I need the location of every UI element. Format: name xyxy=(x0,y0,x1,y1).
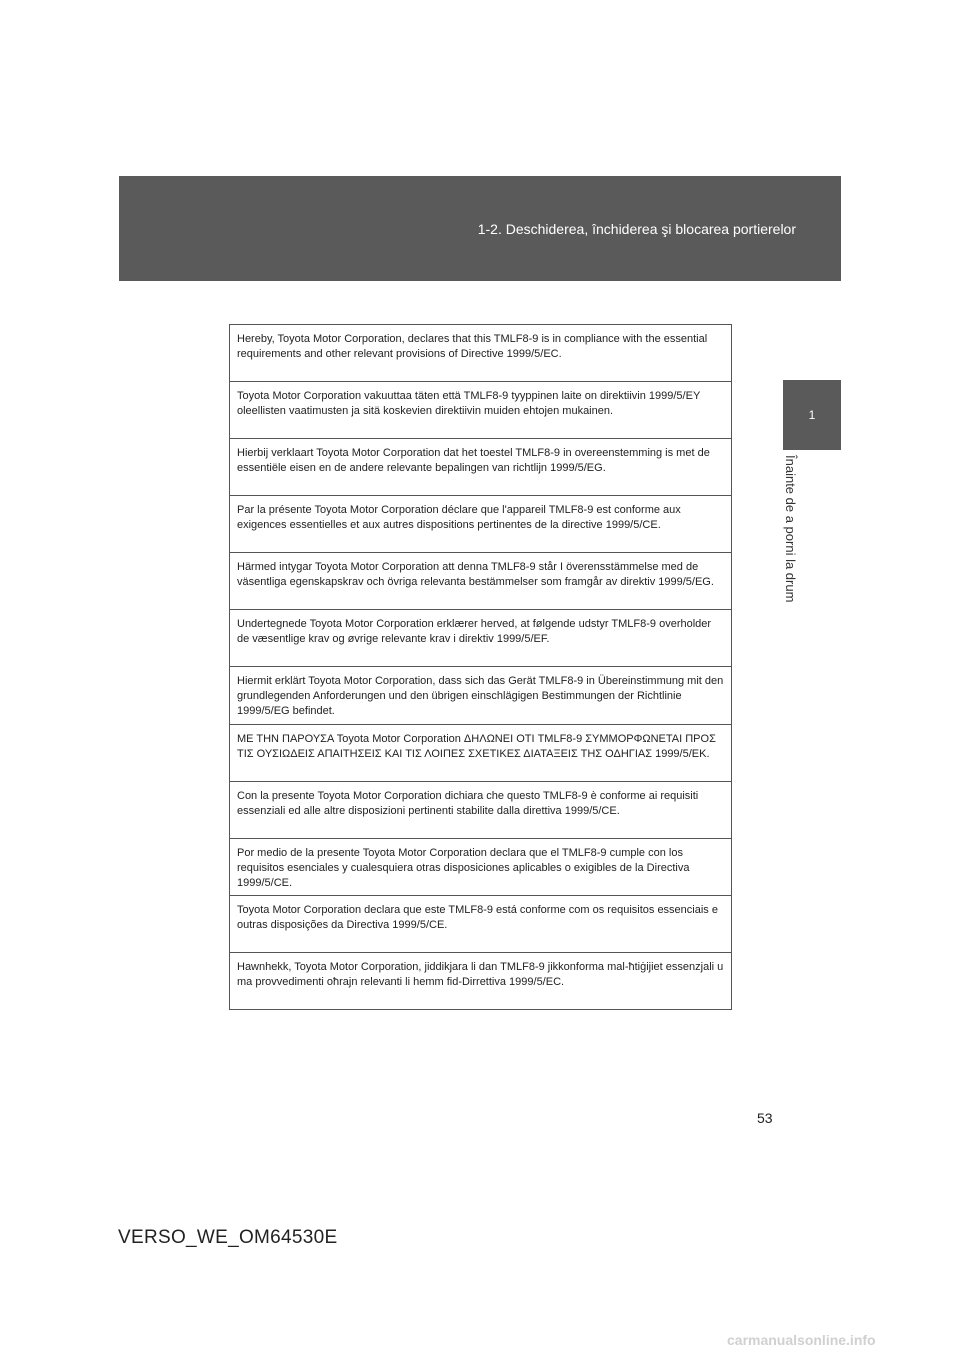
declaration-maltese: Hawnhekk, Toyota Motor Corporation, jiddikjara li dan TMLF8-9 jikkonforma mal-ħtiġijiet essenzjali u ma provvedimenti oħrajn relevanti li hemm fid-Dirrettiva 1999/5/EC. xyxy=(237,960,724,988)
declaration-spanish: Por medio de la presente Toyota Motor Corporation declara que el TMLF8-9 cumple con los requisitos esenciales y cualesquiera otras disposiciones aplicables o exigibles de la Directiva 1999/5/CE. xyxy=(230,839,731,896)
declaration-dutch: Hierbij verklaart Toyota Motor Corporation dat het toestel TMLF8-9 in overeenstemming is met de essentiële eisen en de andere relevante bepalingen van richtlijn 1999/5/EG. xyxy=(230,439,731,496)
declaration-portuguese: Toyota Motor Corporation declara que este TMLF8-9 está conforme com os requisitos essenciais e outras disposições da Directiva 1999/5/CE. xyxy=(230,896,731,953)
section-title: 1-2. Deschiderea, închiderea şi blocarea portierelor xyxy=(477,221,796,237)
declaration-english: Hereby, Toyota Motor Corporation, declares that this TMLF8-9 is in compliance with the essential requirements and other relevant provisions of Directive 1999/5/EC. xyxy=(230,325,731,382)
declaration-swedish: Härmed intygar Toyota Motor Corporation att denna TMLF8-9 står I överensstämmelse med de väsentliga egenskapskrav och övriga relevanta bestämmelser som framgår av direktiv 1999/5/EG. xyxy=(230,553,731,610)
declaration-french: Par la présente Toyota Motor Corporation déclare que l'appareil TMLF8-9 est conforme aux exigences essentielles et aux autres dispositions pertinentes de la directive 1999/5/CE. xyxy=(230,496,731,553)
document-code: VERSO_WE_OM64530E xyxy=(118,1227,338,1248)
watermark: carmanualsonline.info xyxy=(727,1332,876,1348)
declaration-german: Hiermit erklärt Toyota Motor Corporation, dass sich das Gerät TMLF8-9 in Übereinstimmung mit den grundlegenden Anforderungen und den übrigen einschlägigen Bestimmungen der Richtlinie 1999/5/EG befindet. xyxy=(230,667,731,724)
chapter-label: Înainte de a porni la drum xyxy=(783,455,798,603)
page-number: 53 xyxy=(757,1110,773,1126)
chapter-tab xyxy=(783,380,841,450)
chapter-number: 1 xyxy=(808,408,816,422)
declaration-italian: Con la presente Toyota Motor Corporation dichiara che questo TMLF8-9 è conforme ai requisiti essenziali ed alle altre disposizioni pertinenti stabilite dalla direttiva 1999/5/CE. xyxy=(230,782,731,839)
declarations-table xyxy=(229,324,732,1010)
header-band xyxy=(119,176,841,281)
declaration-greek: ΜΕ ΤΗΝ ΠΑΡΟΥΣΑ Toyota Motor Corporation ΔΗΛΩΝΕΙ ΟΤΙ TMLF8-9 ΣΥΜΜΟΡΦΩΝΕΤΑΙ ΠΡΟΣ ΤΙΣ ΟΥΣΙΩΔΕΙΣ ΑΠΑΙΤΗΣΕΙΣ ΚΑΙ ΤΙΣ ΛΟΙΠΕΣ ΣΧΕΤΙΚΕΣ ΔΙΑΤΑΞΕΙΣ ΤΗΣ ΟΔΗΓΙΑΣ 1999/5/ΕΚ. xyxy=(230,725,731,782)
declaration-finnish: Toyota Motor Corporation vakuuttaa täten että TMLF8-9 tyyppinen laite on direktiivin 1999/5/EY oleellisten vaatimusten ja sitä koskevien direktiivin muiden ehtojen mukainen. xyxy=(230,382,731,439)
declaration-danish: Undertegnede Toyota Motor Corporation erklærer herved, at følgende udstyr TMLF8-9 overholder de væsentlige krav og øvrige relevante krav i direktiv 1999/5/EF. xyxy=(230,610,731,667)
